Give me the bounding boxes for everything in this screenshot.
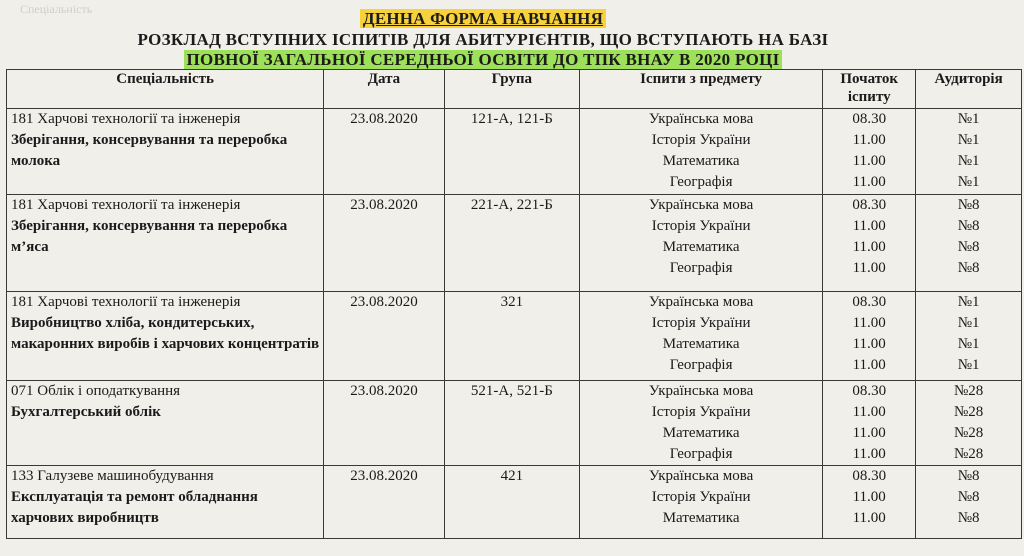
room-cell [916,109,1022,195]
specialty-cell [7,381,324,466]
room-cell [916,292,1022,381]
group-cell: 421 [444,466,579,539]
room-number: №1 [957,336,980,352]
exam-subjects-cell [580,292,823,381]
room-number: №8 [957,510,980,526]
exam-subject: Математика [662,336,740,352]
start-time-cell [823,466,916,539]
start-time: 11.00 [852,218,886,234]
exam-subject: Географія [669,446,733,462]
room-number: №1 [957,111,980,127]
room-number: №8 [957,468,980,484]
col-header-group: Група [444,70,579,109]
exam-subject: Математика [662,239,740,255]
schedule-title-line-2 [0,50,966,70]
room-number: №28 [953,425,984,441]
exam-subject: Історія України [651,218,751,234]
exam-date-cell: 23.08.2020 [324,466,445,539]
table-row [7,466,1022,539]
specialty-code: 133 Галузеве машинобудування [11,468,214,484]
room-number: №8 [957,239,980,255]
exam-date-cell: 23.08.2020 [324,195,445,292]
start-time: 11.00 [852,425,886,441]
exam-subject: Географія [669,357,733,373]
exam-subject: Математика [662,425,740,441]
exam-subject: Українська мова [648,197,754,213]
start-time: 11.00 [852,510,886,526]
specialty-code: 071 Облік і оподаткування [11,383,181,399]
room-number: №1 [957,153,980,169]
start-time: 11.00 [852,260,886,276]
start-time: 11.00 [852,489,886,505]
room-number: №28 [953,446,984,462]
col-header-start: Початок іспиту [823,70,916,109]
exam-date-cell: 23.08.2020 [324,292,445,381]
start-time: 11.00 [852,315,886,331]
form-of-study-text: ДЕННА ФОРМА НАВЧАННЯ [360,9,606,28]
start-time: 08.30 [852,111,887,127]
specialty-cell [7,195,324,292]
table-row [7,292,1022,381]
specialty-cell [7,466,324,539]
group-cell: 221-А, 221-Б [444,195,579,292]
specialty-code: 181 Харчові технології та інженерія [11,294,241,310]
start-time: 11.00 [852,404,886,420]
program-name: Бухгалтерський облік [11,404,161,420]
form-of-study-heading [0,9,966,29]
start-time-cell [823,195,916,292]
room-number: №28 [953,383,984,399]
start-time: 11.00 [852,239,886,255]
schedule-title-line-1: РОЗКЛАД ВСТУПНИХ ІСПИТІВ ДЛЯ АБИТУРІЄНТІВ, ЩО ВСТУПАЮТЬ НА БАЗІ [137,30,829,49]
col-header-specialty: Спеціальність [7,70,324,109]
start-time: 11.00 [852,446,886,462]
col-header-room: Аудиторія [916,70,1022,109]
room-cell [916,466,1022,539]
room-cell [916,195,1022,292]
table-header-row [7,70,1022,109]
start-time: 11.00 [852,174,886,190]
specialty-code: 181 Харчові технології та інженерія [11,111,241,127]
table-row [7,109,1022,195]
exam-subject: Математика [662,510,740,526]
col-header-exams: Іспити з предмету [580,70,823,109]
table-row [7,195,1022,292]
exam-subject: Географія [669,174,733,190]
room-number: №28 [953,404,984,420]
start-time: 11.00 [852,357,886,373]
exam-date-cell: 23.08.2020 [324,109,445,195]
room-number: №1 [957,357,980,373]
room-number: №8 [957,489,980,505]
start-time: 11.00 [852,336,886,352]
room-number: №1 [957,294,980,310]
group-cell: 121-А, 121-Б [444,109,579,195]
start-time: 11.00 [852,132,886,148]
exam-subject: Українська мова [648,294,754,310]
exam-subjects-cell [580,109,823,195]
room-number: №1 [957,174,980,190]
specialty-cell [7,292,324,381]
group-cell: 321 [444,292,579,381]
room-number: №1 [957,132,980,148]
specialty-cell [7,109,324,195]
exam-subjects-cell [580,466,823,539]
exam-subject: Українська мова [648,468,754,484]
room-number: №8 [957,197,980,213]
group-cell: 521-А, 521-Б [444,381,579,466]
room-number: №8 [957,260,980,276]
exam-subject: Українська мова [648,383,754,399]
table-row [7,381,1022,466]
start-time: 11.00 [852,153,886,169]
program-name: Експлуатація та ремонт обладнання харчових виробництв [11,489,258,526]
col-header-date: Дата [324,70,445,109]
exam-subjects-cell [580,381,823,466]
start-time: 08.30 [852,197,887,213]
start-time: 08.30 [852,468,887,484]
schedule-title-line-2-text: ПОВНОЇ ЗАГАЛЬНОЇ СЕРЕДНЬОЇ ОСВІТИ ДО ТПК ВНАУ В 2020 РОЦІ [186,50,780,69]
start-time-cell [823,109,916,195]
start-time: 08.30 [852,383,887,399]
exam-subject: Історія України [651,132,751,148]
start-time-cell [823,381,916,466]
program-name: Зберігання, консервування та переробка молока [11,132,288,169]
exam-subject: Українська мова [648,111,754,127]
exam-subject: Історія України [651,489,751,505]
exam-schedule-table [6,69,1022,539]
room-cell [916,381,1022,466]
exam-subject: Історія України [651,404,751,420]
exam-date-cell: 23.08.2020 [324,381,445,466]
specialty-code: 181 Харчові технології та інженерія [11,197,241,213]
program-name: Зберігання, консервування та переробка м’яса [11,218,288,255]
exam-subjects-cell [580,195,823,292]
room-number: №8 [957,218,980,234]
exam-subject: Математика [662,153,740,169]
start-time: 08.30 [852,294,887,310]
start-time-cell [823,292,916,381]
exam-subject: Географія [669,260,733,276]
program-name: Виробництво хліба, кондитерських, макаронних виробів і харчових концентратів [11,315,320,352]
room-number: №1 [957,315,980,331]
exam-subject: Історія України [651,315,751,331]
bleed-through-text: Спеціальність [20,2,93,16]
